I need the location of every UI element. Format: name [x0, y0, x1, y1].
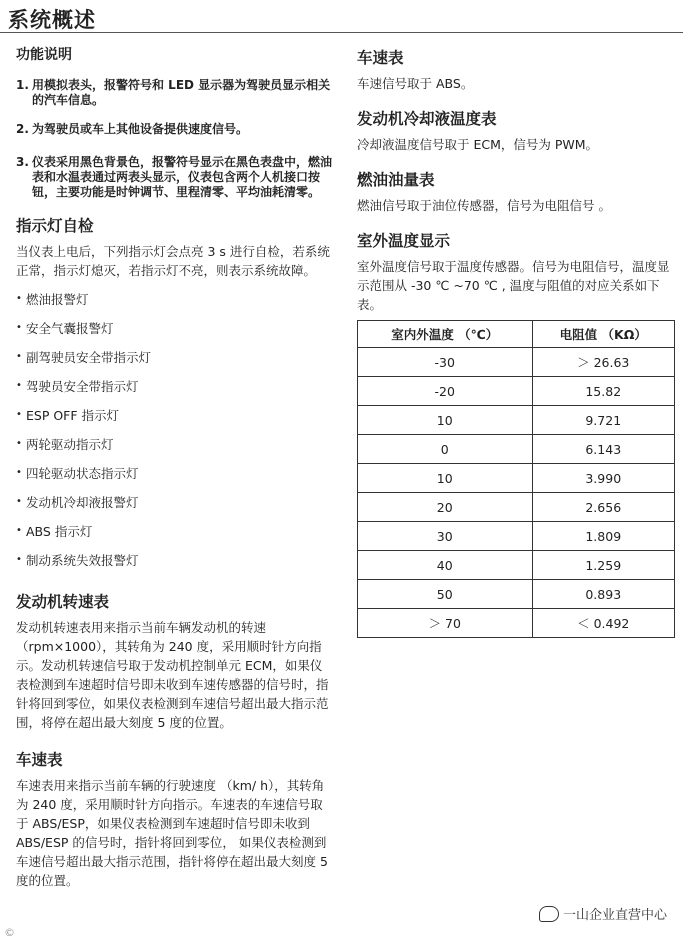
outside-temp-text: 室外温度信号取于温度传感器。信号为电阻信号，温度显示范围从 -30 ℃ ~70 ℃ , 温度与阻值的对应关系如下表。 [357, 259, 670, 312]
tachometer-text: 发动机转速表用来指示当前车辆发动机的转速（rpm×1000），其转角为 240 度，采用顺时针方向指示。发动机转速信号取于发动机控制单元 ECM，如果仪表检测到车速超时信号即未收到车速传感器的信号时，指针将回到零位，如果仪表检测到车速信号超出最大指示范围，将停在超出最大刻度 5 度的位置。 [16, 620, 329, 730]
temperature-resistance-table [357, 320, 675, 638]
resistance-cell: ＜ 0.492 [532, 609, 674, 638]
indicator-item [16, 284, 334, 313]
indicator-item [16, 371, 334, 400]
table-row [358, 377, 675, 406]
temperature-cell: 30 [358, 522, 533, 551]
speedometer-text: 车速表用来指示当前车辆的行驶速度 （km/ h），其转角为 240 度，采用顺时针方向指示。车速表的车速信号取于 ABS/ESP，如果仪表检测到车速超时信号即未收到 ABS/ESP 的信号时，指针将回到零位， 如果仪表检测到车速信号超出最大指示范围，指针将停在超出最大刻度 5 度的位置。 [16, 778, 328, 888]
table-row [358, 348, 675, 377]
watermark [539, 904, 667, 923]
function-item-text: 为驾驶员或车上其他设备提供速度信号。 [32, 122, 249, 136]
bullet-icon: • [16, 409, 22, 420]
resistance-cell: 1.259 [532, 551, 674, 580]
temperature-cell: -20 [358, 377, 533, 406]
coolant-text: 冷却液温度信号取于 ECM，信号为 PWM。 [357, 137, 599, 152]
indicator-item [16, 516, 334, 545]
indicator-item [16, 429, 334, 458]
chat-bubble-icon [539, 906, 559, 922]
table-row [358, 406, 675, 435]
temperature-cell: 20 [358, 493, 533, 522]
bullet-icon: • [16, 322, 22, 333]
fuel-section [357, 170, 675, 215]
coolant-heading: 发动机冷却液温度表 [357, 110, 497, 128]
coolant-section [357, 109, 675, 154]
table-row [358, 435, 675, 464]
resistance-column-header: 电阻值 （KΩ） [532, 321, 674, 348]
function-item-number: 1. [16, 78, 29, 92]
page-title: 系统概述 [8, 8, 96, 32]
indicator-label: ABS 指示灯 [26, 523, 93, 539]
table-row [358, 580, 675, 609]
resistance-cell: 15.82 [532, 377, 674, 406]
temperature-cell: -30 [358, 348, 533, 377]
indicator-label: 安全气囊报警灯 [26, 320, 114, 336]
speed-signal-heading: 车速表 [357, 49, 404, 67]
bullet-icon: • [16, 380, 22, 391]
bullet-icon: • [16, 438, 22, 449]
indicator-label: 副驾驶员安全带指示灯 [26, 349, 152, 365]
fuel-heading: 燃油油量表 [357, 171, 435, 189]
table-row [358, 522, 675, 551]
selftest-section [16, 216, 334, 574]
indicator-label: 制动系统失效报警灯 [26, 552, 139, 568]
speedometer-heading: 车速表 [16, 751, 63, 769]
function-item-number: 3. [16, 155, 29, 169]
function-item [16, 78, 334, 108]
resistance-cell: 0.893 [532, 580, 674, 609]
outside-temp-section [357, 231, 675, 638]
temperature-cell: 10 [358, 464, 533, 493]
watermark-text: 一山企业直营中心 [562, 908, 667, 923]
right-column [357, 48, 675, 656]
selftest-intro: 当仪表上电后，下列指示灯会点亮 3 s 进行自检，若系统正常，指示灯熄灭，若指示灯不亮，则表示系统故障。 [16, 244, 330, 278]
resistance-cell: 2.656 [532, 493, 674, 522]
resistance-cell: ＞ 26.63 [532, 348, 674, 377]
indicator-item [16, 342, 334, 371]
table-row [358, 551, 675, 580]
indicator-item [16, 545, 334, 574]
resistance-cell: 6.143 [532, 435, 674, 464]
function-item [16, 155, 334, 200]
speedometer-section [16, 750, 334, 890]
indicator-item [16, 313, 334, 342]
left-column [16, 44, 334, 908]
speed-signal-text: 车速信号取于 ABS。 [357, 76, 474, 91]
function-item [16, 122, 334, 137]
temperature-cell: 0 [358, 435, 533, 464]
temperature-cell: 10 [358, 406, 533, 435]
functions-section [16, 44, 334, 200]
speed-signal-section [357, 48, 675, 93]
resistance-cell: 1.809 [532, 522, 674, 551]
indicator-label: 四轮驱动状态指示灯 [26, 465, 139, 481]
indicator-item [16, 458, 334, 487]
table-row [358, 609, 675, 638]
indicator-item [16, 487, 334, 516]
tachometer-heading: 发动机转速表 [16, 593, 110, 611]
resistance-cell: 9.721 [532, 406, 674, 435]
corner-mark: © [4, 926, 15, 939]
bullet-icon: • [16, 467, 22, 478]
tachometer-section [16, 592, 334, 732]
fuel-text: 燃油信号取于油位传感器，信号为电阻信号 。 [357, 198, 611, 213]
indicator-label: 燃油报警灯 [26, 291, 89, 307]
functions-heading: 功能说明 [16, 47, 72, 63]
bullet-icon: • [16, 525, 22, 536]
temperature-cell: ＞ 70 [358, 609, 533, 638]
functions-list [16, 78, 334, 200]
table-row [358, 493, 675, 522]
bullet-icon: • [16, 496, 22, 507]
temperature-cell: 50 [358, 580, 533, 609]
indicator-label: 发动机冷却液报警灯 [26, 494, 139, 510]
function-item-number: 2. [16, 122, 29, 136]
function-item-text: 仪表采用黑色背景色，报警符号显示在黑色表盘中，燃油表和水温表通过两表头显示，仪表包含两个人机接口按钮，主要功能是时钟调节、里程清零、平均油耗清零。 [32, 155, 333, 199]
table-header-row [358, 321, 675, 348]
bullet-icon: • [16, 351, 22, 362]
indicator-item [16, 400, 334, 429]
indicator-list [16, 284, 334, 574]
indicator-label: 两轮驱动指示灯 [26, 436, 114, 452]
temperature-cell: 40 [358, 551, 533, 580]
bullet-icon: • [16, 554, 22, 565]
outside-temp-heading: 室外温度显示 [357, 232, 451, 250]
selftest-heading: 指示灯自检 [16, 217, 94, 235]
table-row [358, 464, 675, 493]
function-item-text: 用模拟表头，报警符号和 LED 显示器为驾驶员显示相关的汽车信息。 [32, 78, 331, 107]
resistance-cell: 3.990 [532, 464, 674, 493]
title-divider [0, 32, 683, 33]
indicator-label: 驾驶员安全带指示灯 [26, 378, 139, 394]
temperature-column-header: 室内外温度 （℃） [358, 321, 533, 348]
bullet-icon: • [16, 293, 22, 304]
indicator-label: ESP OFF 指示灯 [26, 407, 120, 423]
